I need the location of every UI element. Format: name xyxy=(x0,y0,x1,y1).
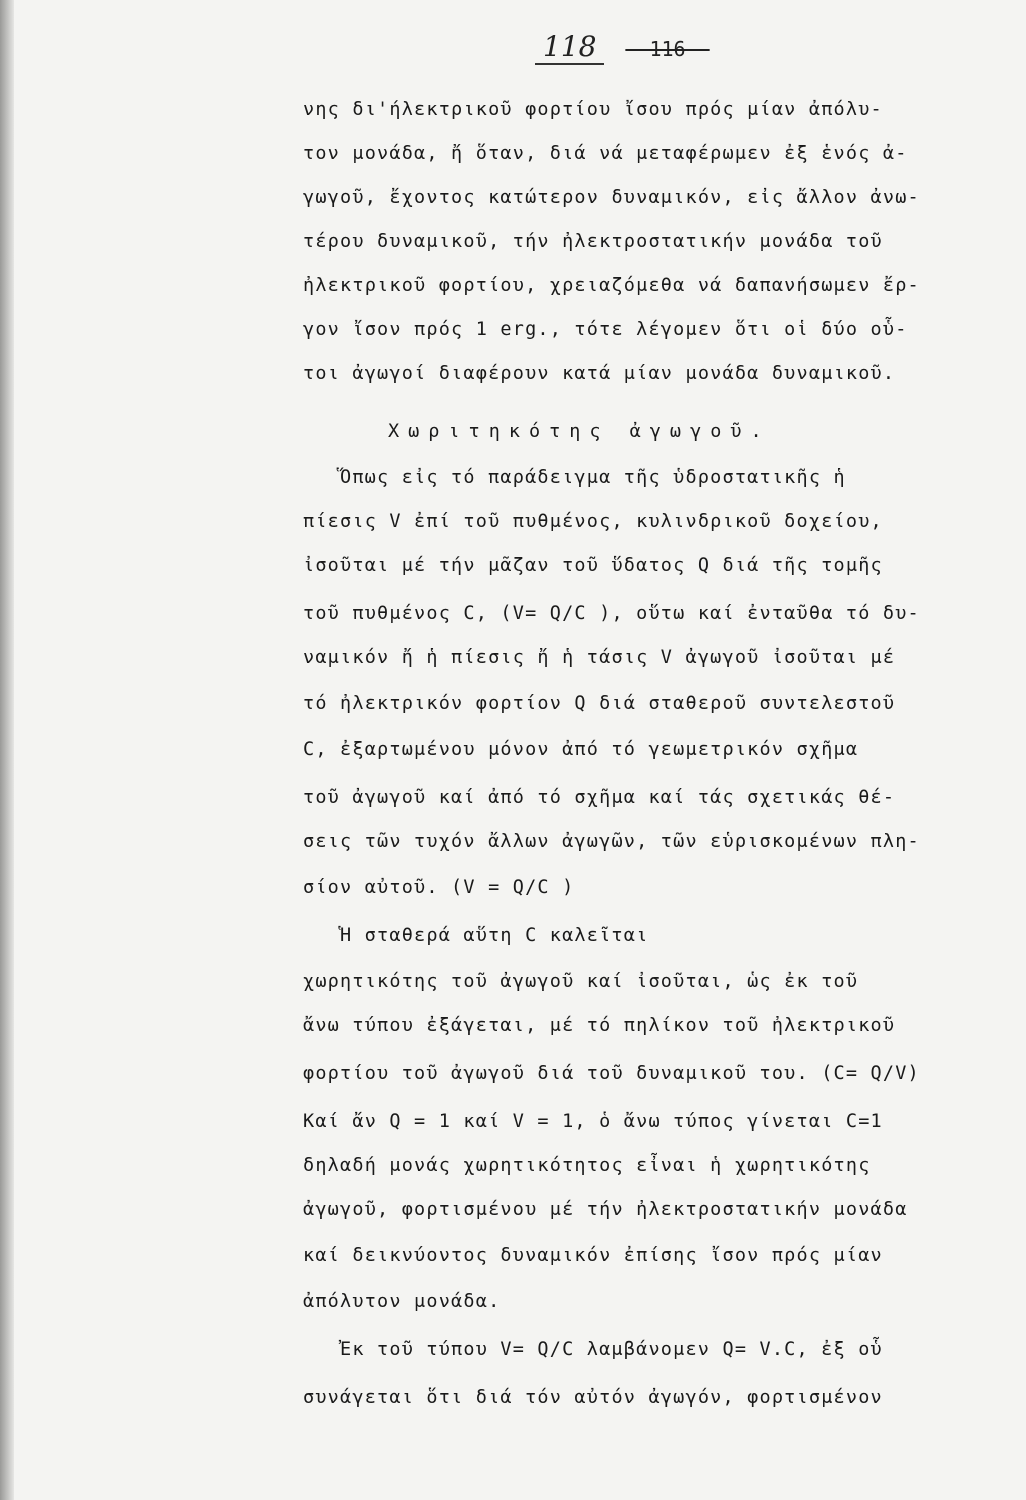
handwritten-page-number: 118 xyxy=(535,30,604,65)
text-line: ἀγωγοῦ, φορτισμένου μέ τήν ἠλεκτροστατικήν μονάδα xyxy=(303,1199,908,1220)
text-line: Καί ἄν Q = 1 καί V = 1, ὁ ἄνω τύπος γίνεται C=1 xyxy=(303,1111,883,1132)
text-line: σίον αὐτοῦ. (V = Q/C ) xyxy=(303,877,575,898)
text-line: ἠλεκτρικοῦ φορτίου, χρειαζόμεθα νά δαπανήσωμεν ἔρ- xyxy=(303,275,920,296)
text-line: καί δεικνύοντος δυναμικόν ἐπίσης ἴσον πρός μίαν xyxy=(303,1245,883,1266)
text-line: τον μονάδα, ἤ ὅταν, διά νά μεταφέρωμεν ἐξ ἑνός ἀ- xyxy=(303,143,908,164)
text-line: πίεσις V ἐπί τοῦ πυθμένος, κυλινδρικοῦ δοχείου, xyxy=(303,511,883,532)
text-line: ναμικόν ἤ ἡ πίεσις ἤ ἡ τάσις V ἀγωγοῦ ἰσοῦται μέ xyxy=(303,647,896,668)
text-line: ἰσοῦται μέ τήν μᾶζαν τοῦ ὕδατος Q διά τῆς τομῆς xyxy=(303,555,883,576)
text-line: τοι ἀγωγοί διαφέρουν κατά μίαν μονάδα δυναμικοῦ. xyxy=(303,363,896,384)
text-line: τέρου δυναμικοῦ, τήν ἠλεκτροστατικήν μονάδα τοῦ xyxy=(303,231,883,252)
text-line: Ὅπως εἰς τό παράδειγμα τῆς ὑδροστατικῆς ἡ xyxy=(340,467,846,488)
text-line: φορτίου τοῦ ἀγωγοῦ διά τοῦ δυναμικοῦ του. (C= Q/V) xyxy=(303,1063,920,1084)
text-line: γωγοῦ, ἔχοντος κατώτερον δυναμικόν, εἰς ἄλλον ἀνω- xyxy=(303,187,920,208)
text-line: γον ἴσον πρός 1 erg., τότε λέγομεν ὅτι οἱ δύο οὗ- xyxy=(303,319,908,340)
text-line: νης δι'ήλεκτρικοῦ φορτίου ἴσου πρός μίαν ἀπόλυ- xyxy=(303,99,883,120)
text-line: Ἡ σταθερά αὕτη C καλεῖται xyxy=(340,925,649,946)
page-number xyxy=(535,30,710,63)
text-line: δηλαδή μονάς χωρητικότητος εἶναι ἡ χωρητικότης xyxy=(303,1155,871,1176)
text-line: ἄνω τύπου ἐξάγεται, μέ τό πηλίκον τοῦ ἠλεκτρικοῦ xyxy=(303,1015,896,1036)
section-heading: Χωριτηκότης ἀγωγοῦ. xyxy=(388,421,771,442)
text-line: C, ἐξαρτωμένου μόνον ἀπό τό γεωμετρικόν σχῆμα xyxy=(303,739,859,760)
text-line: χωρητικότης τοῦ ἀγωγοῦ καί ἰσοῦται, ὡς ἐκ τοῦ xyxy=(303,971,859,992)
text-line: Ἐκ τοῦ τύπου V= Q/C λαμβάνομεν Q= V.C, ἐξ οὗ xyxy=(340,1339,883,1360)
text-line: σεις τῶν τυχόν ἄλλων ἀγωγῶν, τῶν εὑρισκομένων πλη- xyxy=(303,831,920,852)
text-line: τό ἠλεκτρικόν φορτίον Q διά σταθεροῦ συντελεστοῦ xyxy=(303,693,896,714)
struck-typed-page-number: - 116 - xyxy=(625,37,710,61)
text-line: τοῦ ἀγωγοῦ καί ἀπό τό σχῆμα καί τάς σχετικάς θέ- xyxy=(303,787,896,808)
text-line: συνάγεται ὅτι διά τόν αὐτόν ἀγωγόν, φορτισμένον xyxy=(303,1387,883,1408)
text-line: ἀπόλυτον μονάδα. xyxy=(303,1291,501,1312)
text-line: τοῦ πυθμένος C, (V= Q/C ), οὕτω καί ἐνταῦθα τό δυ- xyxy=(303,603,920,624)
page-edge xyxy=(0,0,14,1500)
